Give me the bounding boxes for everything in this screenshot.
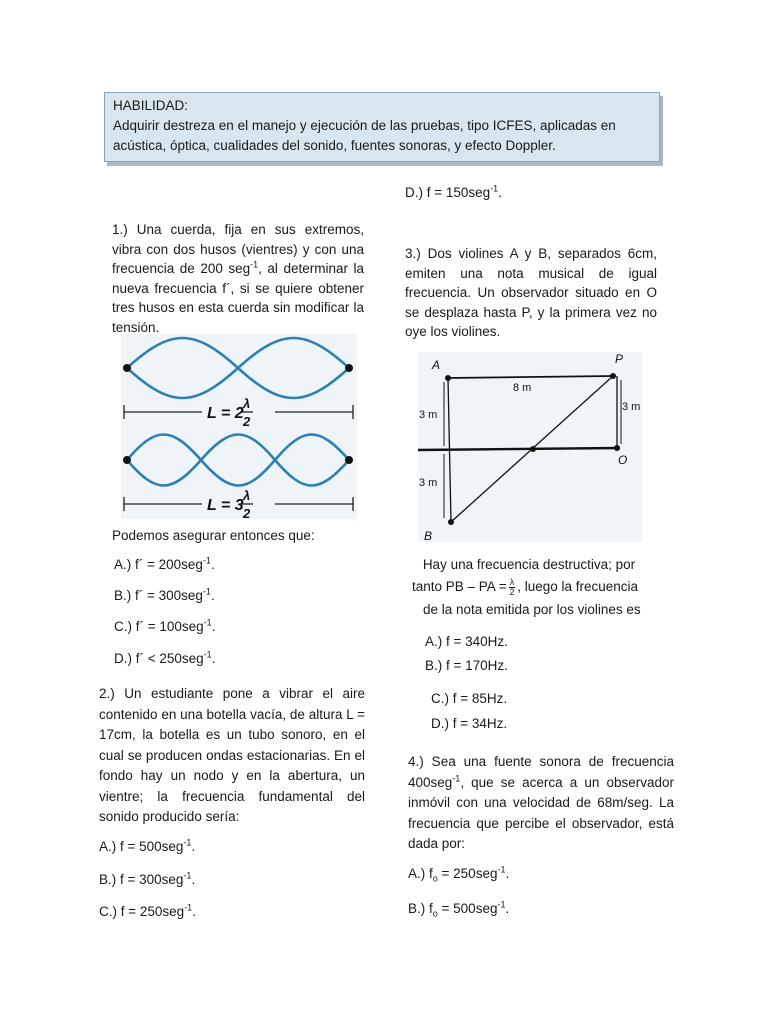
q1-standing-wave-figure (121, 334, 357, 519)
wave-three-loops-upper (127, 435, 349, 486)
length-label-three: L = 3 (207, 497, 244, 514)
string-end-left-2 (123, 456, 131, 464)
q2-text: 2.) Un estudiante pone a vibrar el aire contenido en una botella vacía, de altura L = 17cm, la botella es un tubo sonoro, en el cual se producen ondas estacionarias. En el fondo hay un nodo y en la abertura, un vientre; la frecuencia fundamental del sonido producido sería: (99, 686, 365, 824)
label-p: P (615, 352, 624, 366)
label-a: A (432, 358, 441, 372)
q3-violins-figure (418, 352, 642, 542)
frac-num-1: λ (243, 396, 251, 411)
q3-explain-line2: tanto PB – PA = $\frac{\lambda}{2}$ , luego la frecuencia (412, 576, 639, 597)
q3-option-d: D.) f = 34Hz. (431, 716, 508, 731)
label-dist-left-bottom: 3 m (419, 477, 438, 489)
q3-explain-fraction: $\frac{\lambda}{2}$ (509, 576, 515, 597)
q3-option-c: C.) f = 85Hz. (431, 691, 508, 706)
q3-explain-line1: Hay una frecuencia destructiva; por (422, 557, 636, 572)
q1-option-b: B.) f´ = 300seg$^{-1}$. (114, 586, 215, 603)
q2-option-b: B.) f = 300seg$^{-1}$. (99, 870, 196, 887)
line-o-axis (418, 448, 620, 450)
label-dist-top: 8 m (513, 382, 532, 394)
string-end-right (345, 364, 353, 372)
q3-option-a: A.) f = 340Hz. (425, 634, 508, 649)
standing-wave-diagram (121, 334, 357, 519)
violins-geometry-diagram (418, 352, 642, 542)
length-label-two: L = 2 (207, 405, 244, 422)
line-a-p (448, 376, 613, 378)
q3-text: 3.) Dos violines A y B, separados 6cm, emiten una nota musical de igual frecuencia. Un observador situado en O se desplaza hasta P, y la primera vez no oye los violines. (405, 246, 657, 339)
q3-explain-line3: de la nota emitida por los violines es (423, 602, 641, 617)
q1-option-c: C.) f´ = 100seg$^{-1}$. (114, 617, 216, 634)
q1-text: 1.) Una cuerda, fija en sus extremos, vibra con dos husos (vientres) y con una frecuencia de 200 seg$^{-1}$, al determinar la nueva frecuencia f´, si se quiere obtener tres husos en esta cuerda sin modificar la tensión. (112, 222, 364, 335)
q2-option-c: C.) f = 250seg$^{-1}$. (99, 902, 196, 919)
q2-option-d: D.) f = 150seg$^{-1}$. (405, 183, 502, 200)
frac-den-1: 2 (243, 414, 251, 429)
q1-option-a: A.) f´ = 200seg$^{-1}$. (114, 555, 215, 572)
habilidad-box (104, 92, 660, 162)
string-end-left (123, 364, 131, 372)
label-dist-left-top: 3 m (419, 409, 438, 421)
label-dist-right: 3 m (622, 401, 641, 413)
point-a-dot (445, 375, 451, 381)
habilidad-text-line2: acústica, óptica, cualidades del sonido, fuentes sonoras, y efecto Doppler. (113, 138, 556, 153)
q1-conclusion: Podemos asegurar entonces que: (112, 528, 315, 543)
point-o-dot (614, 445, 620, 451)
label-o: O (618, 453, 628, 467)
frac-num-2: λ (243, 488, 251, 503)
string-end-right-2 (345, 456, 353, 464)
q4-text: 4.) Sea una fuente sonora de frecuencia 400seg$^{-1}$, que se acerca a un observador inmóvil con una velocidad de 68m/seg. La frecuencia que percibe el observador, está dada por: (408, 754, 674, 851)
wave-three-loops-lower (127, 435, 349, 486)
frac-den-2: 2 (243, 506, 251, 519)
q4-option-a: A.) $f_o = 250seg^{-1}$. (408, 864, 510, 884)
habilidad-text-line1: Adquirir destreza en el manejo y ejecución de las pruebas, tipo ICFES, aplicadas en (113, 118, 616, 133)
point-b-dot (448, 519, 454, 525)
q3-option-b: B.) f = 170Hz. (425, 658, 508, 673)
q4-option-b: B.) $f_o = 500seg^{-1}$. (408, 899, 510, 919)
wave-two-loops-lower (127, 338, 349, 398)
point-p-dot (610, 373, 616, 379)
q1-option-d: D.) f´ < 250seg$^{-1}$. (114, 649, 216, 666)
q2-option-a: A.) f = 500seg$^{-1}$. (99, 837, 196, 854)
habilidad-title: HABILIDAD: (113, 98, 189, 113)
intersection-dot (530, 446, 536, 452)
label-b: B (424, 529, 433, 542)
